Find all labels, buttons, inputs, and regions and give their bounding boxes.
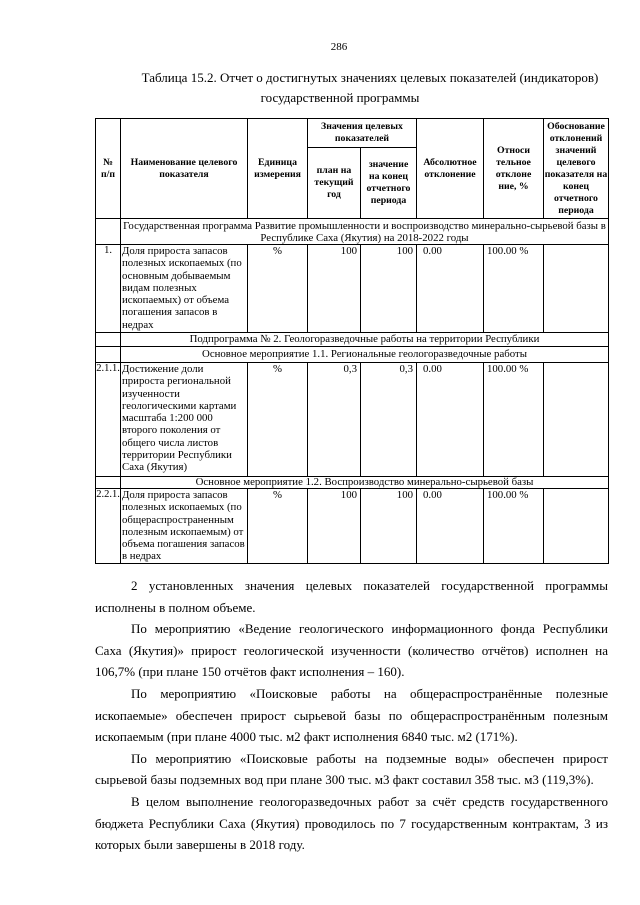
indicator-plan: 100: [308, 245, 361, 333]
indicator-name: Доля прироста запасов полезных ископаемых (по общераспространенным полезным ископаемым) от объема погашения запасов в недрах: [121, 489, 248, 564]
paragraph-line: По мероприятию «Поисковые работы на общераспространённые полезные: [131, 685, 608, 701]
indicator-plan: 0,3: [308, 363, 361, 477]
header-justification: Обоснование отклонений значений целевого показателя на конец отчетного периода: [544, 119, 609, 219]
table-title-line-2: государственной программы: [260, 90, 420, 105]
indicator-absolute-deviation: 0.00: [417, 363, 484, 477]
indicator-relative-deviation: 100.00 %: [484, 245, 544, 333]
indicator-plan: 100: [308, 489, 361, 564]
paragraph-line: бюджета Республики Саха (Якутия) проводилось по 7 государственным контрактам, 3 из: [95, 815, 608, 831]
empty-cell: [96, 477, 121, 489]
paragraph-line: исполнены в полном объеме.: [95, 599, 256, 615]
paragraph-line: 106,7% (при плане 150 отчётов факт исполнения – 160).: [95, 664, 405, 680]
indicator-actual: 100: [361, 245, 417, 333]
header-values-group: Значения целевых показателей: [308, 119, 417, 148]
indicators-table: [95, 118, 609, 564]
indicator-absolute-deviation: 0.00: [417, 245, 484, 333]
empty-cell: [96, 333, 121, 347]
event-title: Основное мероприятие 1.1. Региональные геологоразведочные работы: [121, 347, 609, 363]
table-title-line-1: Таблица 15.2. Отчет о достигнутых значениях целевых показателей (индикаторов): [141, 70, 599, 85]
empty-cell: [96, 219, 121, 245]
indicator-justification: [544, 245, 609, 333]
header-plan: план на текущий год: [308, 148, 361, 219]
header-unit: Единица измерения: [248, 119, 308, 219]
paragraph-line: ископаемым (при плане 4000 тыс. м2 факт исполнения 6840 тыс. м2 (171%).: [95, 729, 518, 745]
paragraph-line: 2 установленных значения целевых показателей государственной программы: [131, 578, 608, 593]
indicator-unit: %: [248, 245, 308, 333]
header-indicator-name: Наименование целевого показателя: [121, 119, 248, 219]
paragraph-line: В целом выполнение геологоразведочных работ за счёт средств государственного: [131, 793, 608, 809]
paragraph-line: По мероприятию «Поисковые работы на подземные воды» обеспечен прирост: [131, 750, 608, 766]
paragraph-line: сырьевой базы подземных вод при плане 300 тыс. м3 факт составил 358 тыс. м3 (119,3%).: [95, 772, 594, 788]
indicator-justification: [544, 489, 609, 564]
event-title: Основное мероприятие 1.2. Воспроизводство минерально-сырьевой базы: [121, 477, 609, 489]
header-relative-deviation: Относи тельное отклоне ние, %: [484, 119, 544, 219]
indicator-absolute-deviation: 0.00: [417, 489, 484, 564]
indicator-relative-deviation: 100.00 %: [484, 363, 544, 477]
body-text: [95, 575, 608, 856]
paragraph-line: ископаемые» обеспечен прирост сырьевой базы по общераспространённым полезным: [95, 707, 608, 723]
page-number: 286: [330, 41, 348, 53]
indicator-unit: %: [248, 363, 308, 477]
paragraph-line: По мероприятию «Ведение геологического информационного фонда Республики: [131, 621, 608, 637]
indicator-actual: 0,3: [361, 363, 417, 477]
paragraph-line: которых были завершены в 2018 году.: [95, 837, 305, 853]
indicator-number: 1.: [96, 245, 121, 333]
indicator-number: 2.2.1.: [96, 489, 121, 564]
indicator-number: 2.1.1.: [96, 363, 121, 477]
empty-cell: [96, 347, 121, 363]
indicator-justification: [544, 363, 609, 477]
header-absolute-deviation: Абсолютное отклонение: [417, 119, 484, 219]
subprogram-title: Подпрограмма № 2. Геологоразведочные работы на территории Республики: [121, 333, 609, 347]
indicator-relative-deviation: 100.00 %: [484, 489, 544, 564]
indicator-unit: %: [248, 489, 308, 564]
header-number: № п/п: [96, 119, 121, 219]
paragraph-line: Саха (Якутия)» прирост геологической изученности (количество отчётов) исполнен на: [95, 642, 608, 658]
program-title: Государственная программа Развитие промышленности и воспроизводство минерально-сырьевой базы в Республике Саха (Якутия) на 2018-2022 годы: [121, 219, 609, 245]
indicator-name: Достижение доли прироста региональной изученности геологическими картами масштаба 1:200 000 второго поколения от общего числа листов территории Республики Саха (Якутия): [121, 363, 248, 477]
indicator-actual: 100: [361, 489, 417, 564]
indicator-name: Доля прироста запасов полезных ископаемых (по основным добываемым видам полезных ископаемых) от объема погашения запасов в недрах: [121, 245, 248, 333]
header-actual: значение на конец отчетного периода: [361, 148, 417, 219]
